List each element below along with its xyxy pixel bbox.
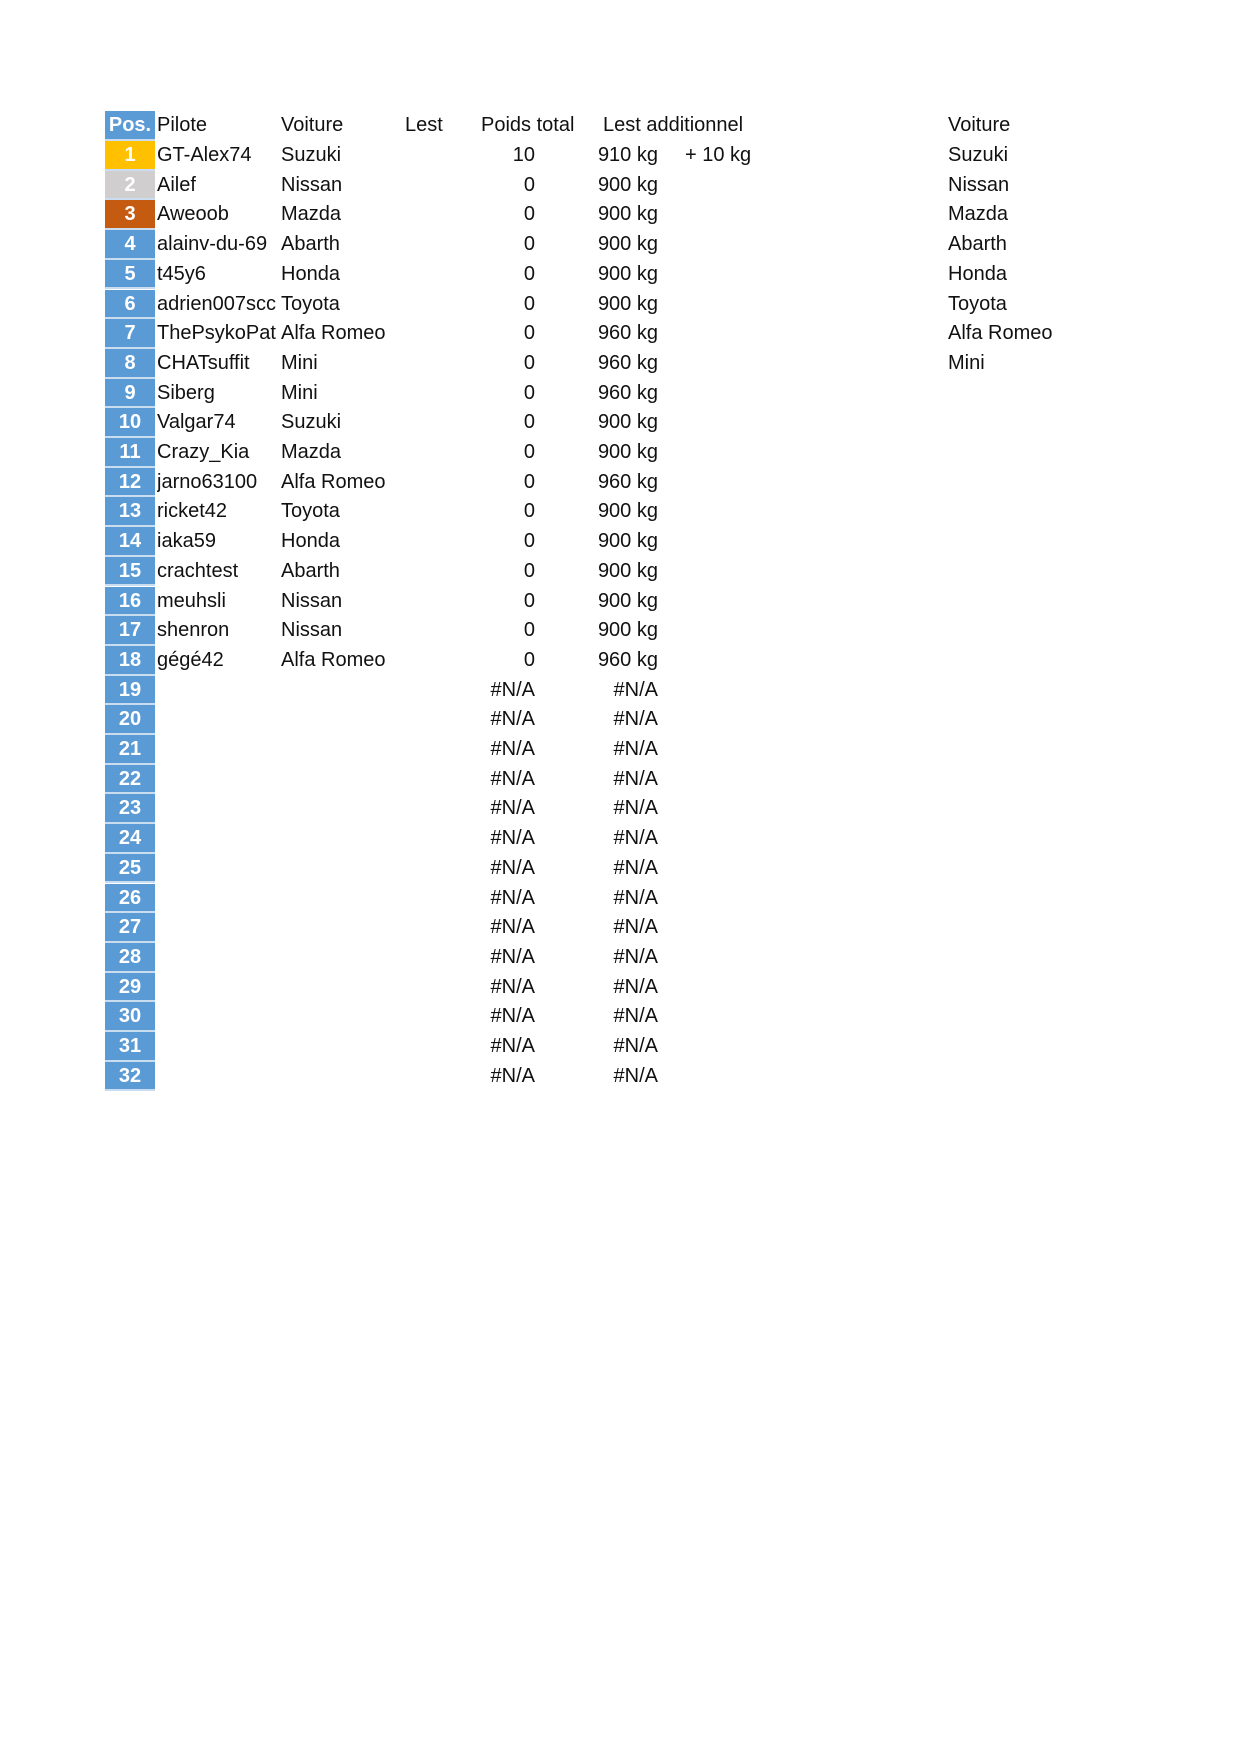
cell-poids: 900 kg [597, 203, 658, 226]
table-row [105, 230, 805, 260]
cell-pos: 7 [105, 319, 155, 349]
cell-lest-add [685, 587, 885, 617]
cell-poids: #N/A [613, 827, 658, 850]
cell-lest: #N/A [490, 827, 535, 850]
table-row [105, 141, 805, 171]
table-row [105, 854, 805, 884]
cell-pos: 19 [105, 676, 155, 706]
table-row [105, 260, 805, 290]
cell-poids: 960 kg [597, 322, 658, 345]
cell-pilote: meuhsli [157, 589, 226, 612]
header-lest-additionnel: Lest additionnel [603, 114, 744, 136]
cell-poids: 900 kg [597, 173, 658, 196]
cell-pos: 9 [105, 379, 155, 409]
cell-lest: 0 [523, 203, 535, 226]
cell-pilote [157, 1032, 281, 1062]
table-row [105, 676, 805, 706]
header-voiture-list: Voiture [948, 114, 1011, 136]
cell-poids: 900 kg [597, 441, 658, 463]
cell-pilote [157, 794, 281, 824]
cell-lest: #N/A [490, 945, 535, 968]
cell-pilote: adrien007scc [157, 292, 276, 315]
cell-pos: 20 [105, 705, 155, 735]
cell-lest: #N/A [490, 767, 535, 790]
header-pos: Pos. [105, 111, 155, 141]
cell-pilote: ThePsykoPat [157, 322, 276, 345]
cell-poids: #N/A [613, 975, 658, 998]
cell-lest-add [685, 735, 885, 765]
cell-pos: 8 [105, 349, 155, 379]
cell-lest: 0 [523, 411, 535, 434]
cell-pos: 28 [105, 943, 155, 973]
cell-voiture [281, 765, 405, 795]
cell-lest: #N/A [490, 1064, 535, 1087]
cell-lest: #N/A [490, 708, 535, 731]
cell-poids: 960 kg [597, 351, 658, 374]
cell-pos: 12 [105, 468, 155, 498]
table-row [105, 408, 805, 438]
cell-voiture: Nissan [281, 173, 343, 196]
cell-pilote [157, 943, 281, 973]
cell-lest: 0 [523, 292, 535, 315]
car-list-item: Honda [948, 262, 1007, 285]
cell-poids: #N/A [613, 945, 658, 968]
cell-poids: #N/A [613, 916, 658, 939]
cell-pilote [157, 913, 281, 943]
cell-pilote: shenron [157, 619, 230, 642]
car-list-item: Suzuki [948, 144, 1009, 166]
header-voiture: Voiture [281, 114, 344, 136]
cell-pos: 2 [105, 171, 155, 201]
cell-lest-add [685, 497, 885, 527]
table-row [105, 616, 805, 646]
cell-pilote: alainv-du-69 [157, 233, 268, 256]
table-row [105, 735, 805, 765]
cell-pos: 25 [105, 854, 155, 884]
cell-pos: 24 [105, 824, 155, 854]
cell-pilote [157, 705, 281, 735]
cell-lest: 0 [523, 500, 535, 523]
cell-voiture: Suzuki [281, 144, 342, 166]
cell-pilote: Aweoob [157, 203, 229, 226]
cell-lest: 0 [523, 530, 535, 553]
cell-voiture: Mazda [281, 203, 342, 226]
table-row [105, 349, 805, 379]
cell-lest: 0 [523, 173, 535, 196]
cell-lest-add [685, 557, 885, 587]
cell-pilote: Ailef [157, 173, 196, 196]
table-row [105, 1002, 805, 1032]
cell-pos: 23 [105, 794, 155, 824]
cell-poids: 900 kg [597, 411, 658, 434]
cell-poids: 900 kg [597, 559, 658, 582]
cell-pilote: crachtest [157, 559, 239, 582]
cell-lest-add [685, 646, 885, 676]
table-row [105, 913, 805, 943]
cell-lest-add [685, 408, 885, 438]
cell-poids: 900 kg [597, 233, 658, 256]
table-row [105, 200, 805, 230]
table-row [105, 765, 805, 795]
cell-lest-add [685, 943, 885, 973]
cell-voiture: Abarth [281, 233, 340, 256]
cell-pilote: t45y6 [157, 262, 206, 285]
cell-pos: 21 [105, 735, 155, 765]
table-row [105, 973, 805, 1003]
cell-lest: #N/A [490, 1035, 535, 1057]
cell-pos: 13 [105, 497, 155, 527]
table-row [105, 943, 805, 973]
cell-pos: 15 [105, 557, 155, 587]
cell-lest: #N/A [490, 886, 535, 909]
cell-pilote: gégé42 [157, 648, 224, 671]
cell-pilote: Siberg [157, 381, 215, 404]
cell-lest: 0 [523, 322, 535, 345]
cell-pilote: jarno63100 [157, 470, 258, 493]
header-poids: Poids total [481, 114, 575, 136]
cell-pos: 6 [105, 290, 155, 320]
cell-voiture: Mini [281, 351, 318, 374]
cell-pilote [157, 765, 281, 795]
car-list-item: Nissan [948, 173, 1010, 196]
cell-lest-add [685, 973, 885, 1003]
car-list-item: Abarth [948, 233, 1007, 256]
cell-pos: 1 [105, 141, 155, 171]
header-row [105, 111, 805, 141]
table-row [105, 1032, 805, 1062]
cell-pos: 16 [105, 587, 155, 617]
cell-lest-add [685, 765, 885, 795]
table-row [105, 794, 805, 824]
cell-poids: #N/A [613, 797, 658, 820]
cell-voiture [281, 705, 405, 735]
cell-lest: 0 [523, 619, 535, 642]
cell-poids: #N/A [613, 856, 658, 879]
cell-lest-add [685, 676, 885, 706]
cell-lest-add [685, 260, 885, 290]
cell-voiture: Nissan [281, 619, 343, 642]
cell-pos: 32 [105, 1062, 155, 1092]
table-row [105, 884, 805, 914]
cell-voiture: Toyota [281, 500, 340, 523]
cell-voiture [281, 735, 405, 765]
cell-poids: #N/A [613, 708, 658, 731]
cell-voiture: Honda [281, 262, 340, 285]
cell-pilote: iaka59 [157, 530, 216, 553]
cell-pos: 10 [105, 408, 155, 438]
cell-poids: #N/A [613, 738, 658, 760]
cell-pos: 5 [105, 260, 155, 290]
cell-lest: 0 [523, 470, 535, 493]
cell-pilote [157, 676, 281, 706]
cell-lest-add [685, 824, 885, 854]
cell-lest: #N/A [490, 916, 535, 939]
cell-poids: 960 kg [597, 470, 658, 493]
cell-voiture: Abarth [281, 559, 340, 582]
cell-pilote [157, 1062, 281, 1092]
cell-pos: 30 [105, 1002, 155, 1032]
cell-lest-add [685, 319, 885, 349]
cell-lest: 0 [523, 441, 535, 463]
cell-poids: 900 kg [597, 262, 658, 285]
cell-lest: 0 [523, 351, 535, 374]
cell-voiture: Mazda [281, 441, 342, 463]
cell-poids: #N/A [613, 1035, 658, 1057]
table-row [105, 557, 805, 587]
table-row [105, 587, 805, 617]
cell-lest: 0 [523, 559, 535, 582]
cell-voiture: Alfa Romeo [281, 648, 386, 671]
table-row [105, 438, 805, 468]
table-row [105, 527, 805, 557]
cell-pos: 26 [105, 884, 155, 914]
cell-voiture [281, 884, 405, 914]
cell-pos: 3 [105, 200, 155, 230]
cell-lest: 0 [523, 589, 535, 612]
cell-poids: 900 kg [597, 589, 658, 612]
cell-lest-add [685, 913, 885, 943]
cell-pilote [157, 824, 281, 854]
cell-lest: #N/A [490, 678, 535, 701]
cell-lest-add [685, 527, 885, 557]
cell-pos: 22 [105, 765, 155, 795]
cell-pilote: CHATsuffit [157, 351, 250, 374]
cell-lest-add [685, 1002, 885, 1032]
cell-voiture [281, 943, 405, 973]
cell-voiture: Honda [281, 530, 340, 553]
cell-voiture: Mini [281, 381, 318, 404]
cell-pilote [157, 735, 281, 765]
cell-poids: 960 kg [597, 648, 658, 671]
cell-pos: 27 [105, 913, 155, 943]
cell-lest-add [685, 379, 885, 409]
cell-lest-add [685, 884, 885, 914]
cell-pilote [157, 1002, 281, 1032]
cell-voiture: Nissan [281, 589, 343, 612]
cell-pilote [157, 884, 281, 914]
cell-lest-add [685, 290, 885, 320]
cell-lest-add [685, 705, 885, 735]
cell-lest-add [685, 230, 885, 260]
cell-poids: 900 kg [597, 292, 658, 315]
cell-lest: #N/A [490, 1005, 535, 1028]
table-row [105, 497, 805, 527]
cell-poids: #N/A [613, 678, 658, 701]
cell-lest: 0 [523, 648, 535, 671]
cell-lest: #N/A [490, 856, 535, 879]
cell-voiture [281, 854, 405, 884]
cell-lest-add [685, 1062, 885, 1092]
cell-voiture: Toyota [281, 292, 340, 315]
cell-lest-add [685, 349, 885, 379]
table-row [105, 646, 805, 676]
cell-pos: 31 [105, 1032, 155, 1062]
cell-poids: #N/A [613, 1064, 658, 1087]
cell-pilote: ricket42 [157, 500, 228, 523]
cell-voiture [281, 913, 405, 943]
cell-lest: #N/A [490, 797, 535, 820]
cell-pos: 18 [105, 646, 155, 676]
cell-voiture: Suzuki [281, 411, 342, 434]
cell-lest-add [685, 438, 885, 468]
cell-pos: 4 [105, 230, 155, 260]
cell-pos: 17 [105, 616, 155, 646]
cell-pos: 11 [105, 438, 155, 468]
table-row [105, 824, 805, 854]
cell-voiture [281, 973, 405, 1003]
cell-poids: 900 kg [597, 619, 658, 642]
cell-lest-add [685, 616, 885, 646]
cell-poids: #N/A [613, 767, 658, 790]
table-row [105, 290, 805, 320]
cell-lest-add [685, 468, 885, 498]
cell-lest: 0 [523, 262, 535, 285]
cell-voiture [281, 1002, 405, 1032]
cell-pilote [157, 854, 281, 884]
header-pilote: Pilote [157, 114, 208, 136]
cell-poids: 960 kg [597, 381, 658, 404]
cell-lest-add [685, 1032, 885, 1062]
cell-voiture: Alfa Romeo [281, 322, 386, 345]
cell-voiture: Alfa Romeo [281, 470, 386, 493]
table-row [105, 1062, 805, 1092]
table-row [105, 379, 805, 409]
cell-poids: 900 kg [597, 500, 658, 523]
cell-voiture [281, 824, 405, 854]
table-row [105, 319, 805, 349]
table-row [105, 468, 805, 498]
car-list-item: Mini [948, 351, 985, 374]
cell-voiture [281, 1032, 405, 1062]
table-row [105, 705, 805, 735]
car-list-item: Mazda [948, 203, 1009, 226]
cell-pos: 14 [105, 527, 155, 557]
cell-pilote: Crazy_Kia [157, 441, 250, 463]
cell-voiture [281, 676, 405, 706]
cell-lest-add [685, 200, 885, 230]
cell-lest: #N/A [490, 975, 535, 998]
cell-poids: 900 kg [597, 530, 658, 553]
table-row [105, 171, 805, 201]
cell-lest: 10 [512, 144, 535, 166]
car-list-item: Toyota [948, 292, 1007, 315]
cell-poids: #N/A [613, 886, 658, 909]
cell-voiture [281, 794, 405, 824]
cell-voiture [281, 1062, 405, 1092]
cell-lest-add: + 10 kg [685, 144, 752, 166]
cell-lest: 0 [523, 233, 535, 256]
cell-pos: 29 [105, 973, 155, 1003]
cell-lest: 0 [523, 381, 535, 404]
cell-lest-add [685, 794, 885, 824]
cell-lest: #N/A [490, 738, 535, 760]
cell-pilote: Valgar74 [157, 411, 236, 434]
cell-poids: #N/A [613, 1005, 658, 1028]
cell-pilote: GT-Alex74 [157, 144, 252, 166]
cell-pilote [157, 973, 281, 1003]
header-lest: Lest [405, 114, 443, 136]
cell-lest-add [685, 854, 885, 884]
cell-lest-add [685, 171, 885, 201]
car-list-item: Alfa Romeo [948, 322, 1053, 345]
cell-poids: 910 kg [597, 144, 658, 166]
